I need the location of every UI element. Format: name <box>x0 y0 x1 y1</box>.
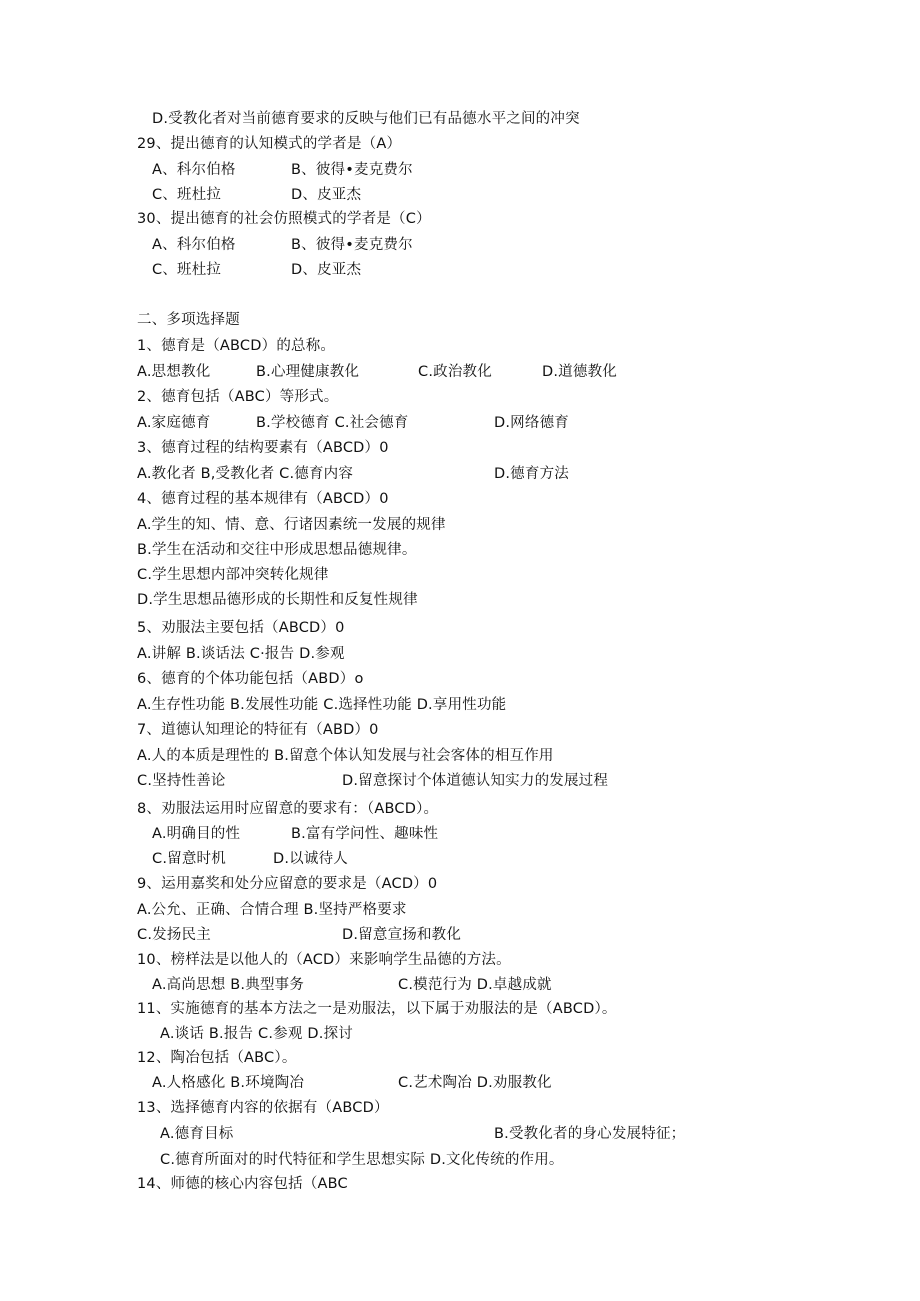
option-text: B.受教化者的身心发展特征； <box>494 1126 686 1142</box>
option-text: A、科尔伯格 <box>152 237 236 253</box>
option-text: A.人的本质是理性的 B.留意个体认知发展与社会客体的相互作用 <box>137 748 554 764</box>
option-text: A.德育目标 <box>160 1126 234 1142</box>
option-text: D.留意探讨个体道德认知实力的发展过程 <box>342 773 609 789</box>
question-12: 12、陶冶包括（ABC）。 <box>137 1050 297 1066</box>
question-9: 9、运用嘉奖和处分应留意的要求是（ACD）0 <box>137 876 438 892</box>
option-text: C.发扬民主 <box>137 927 211 943</box>
section-heading: 二、多项选择题 <box>137 312 240 328</box>
option-text: A.生存性功能 B.发展性功能 C.选择性功能 D.享用性功能 <box>137 697 507 713</box>
option-text: A.公允、正确、合情合理 B.坚持严格要求 <box>137 902 407 918</box>
option-text: A.学生的知、情、意、行诸因素统一发展的规律 <box>137 517 446 533</box>
question-1: 1、德育是（ABCD）的总称。 <box>137 338 336 354</box>
question-11: 11、实施德育的基本方法之一是劝服法，以下属于劝服法的是（ABCD）。 <box>137 1001 617 1017</box>
option-text: C.政治教化 <box>418 364 492 380</box>
option-text: C.模范行为 D.卓越成就 <box>398 977 552 993</box>
option-text: D.德育方法 <box>494 466 569 482</box>
question-8: 8、劝服法运用时应留意的要求有：（ABCD）。 <box>137 801 439 817</box>
option-text: C.德育所面对的时代特征和学生思想实际 D.文化传统的作用。 <box>160 1152 564 1168</box>
question-4: 4、德育过程的基本规律有（ABCD）0 <box>137 491 389 507</box>
option-text: A.谈话 B.报告 C.参观 D.探讨 <box>160 1026 353 1042</box>
option-text: C.留意时机 <box>152 851 226 867</box>
question-5: 5、劝服法主要包括（ABCD）0 <box>137 620 345 636</box>
option-text: D.以诚待人 <box>273 851 348 867</box>
option-text: A.明确目的性 <box>152 826 241 842</box>
question-30: 30、提出德育的社会仿照模式的学者是（C） <box>137 211 431 227</box>
option-text: B.心理健康教化 <box>256 364 360 380</box>
option-text: D.网络德育 <box>494 415 569 431</box>
option-text: D、皮亚杰 <box>291 187 362 203</box>
option-text: C.坚持性善论 <box>137 773 226 789</box>
option-text: B.学校德育 C.社会德育 <box>256 415 409 431</box>
question-7: 7、道德认知理论的特征有（ABD）0 <box>137 722 379 738</box>
option-text: C.艺术陶冶 D.劝服教化 <box>398 1075 552 1091</box>
option-text: B.富有学问性、趣味性 <box>291 826 439 842</box>
question-10: 10、榜样法是以他人的（ACD）来影响学生品德的方法。 <box>137 952 511 968</box>
option-text: A.讲解 B.谈话法 C·报告 D.参观 <box>137 646 345 662</box>
option-text: C、班杜拉 <box>152 262 222 278</box>
option-text: A.教化者 B,受教化者 C.德育内容 <box>137 466 354 482</box>
option-text: B、彼得•麦克费尔 <box>291 162 413 178</box>
question-13: 13、选择德育内容的依据有（ABCD） <box>137 1100 389 1116</box>
option-text: A.思想教化 <box>137 364 211 380</box>
option-text: C、班杜拉 <box>152 187 222 203</box>
option-text: B、彼得•麦克费尔 <box>291 237 413 253</box>
option-text: A.人格感化 B.环境陶冶 <box>152 1075 305 1091</box>
question-14: 14、师德的核心内容包括（ABC <box>137 1176 348 1192</box>
option-text: A.高尚思想 B.典型事务 <box>152 977 305 993</box>
question-2: 2、德育包括（ABC）等形式。 <box>137 389 339 405</box>
option-text: D.留意宣扬和教化 <box>342 927 462 943</box>
question-6: 6、德育的个体功能包括（ABD）o <box>137 671 364 687</box>
option-text: A、科尔伯格 <box>152 162 236 178</box>
option-text: D.受教化者对当前德育要求的反映与他们已有品德水平之间的冲突 <box>152 111 580 127</box>
option-text: D、皮亚杰 <box>291 262 362 278</box>
option-text: A.家庭德育 <box>137 415 211 431</box>
question-3: 3、德育过程的结构要素有（ABCD）0 <box>137 440 389 456</box>
option-text: D.学生思想品德形成的长期性和反复性规律 <box>137 592 418 608</box>
question-29: 29、提出德育的认知模式的学者是（A） <box>137 136 402 152</box>
option-text: C.学生思想内部冲突转化规律 <box>137 567 329 583</box>
option-text: D.道德教化 <box>542 364 617 380</box>
option-text: B.学生在活动和交往中形成思想品德规律。 <box>137 542 417 558</box>
